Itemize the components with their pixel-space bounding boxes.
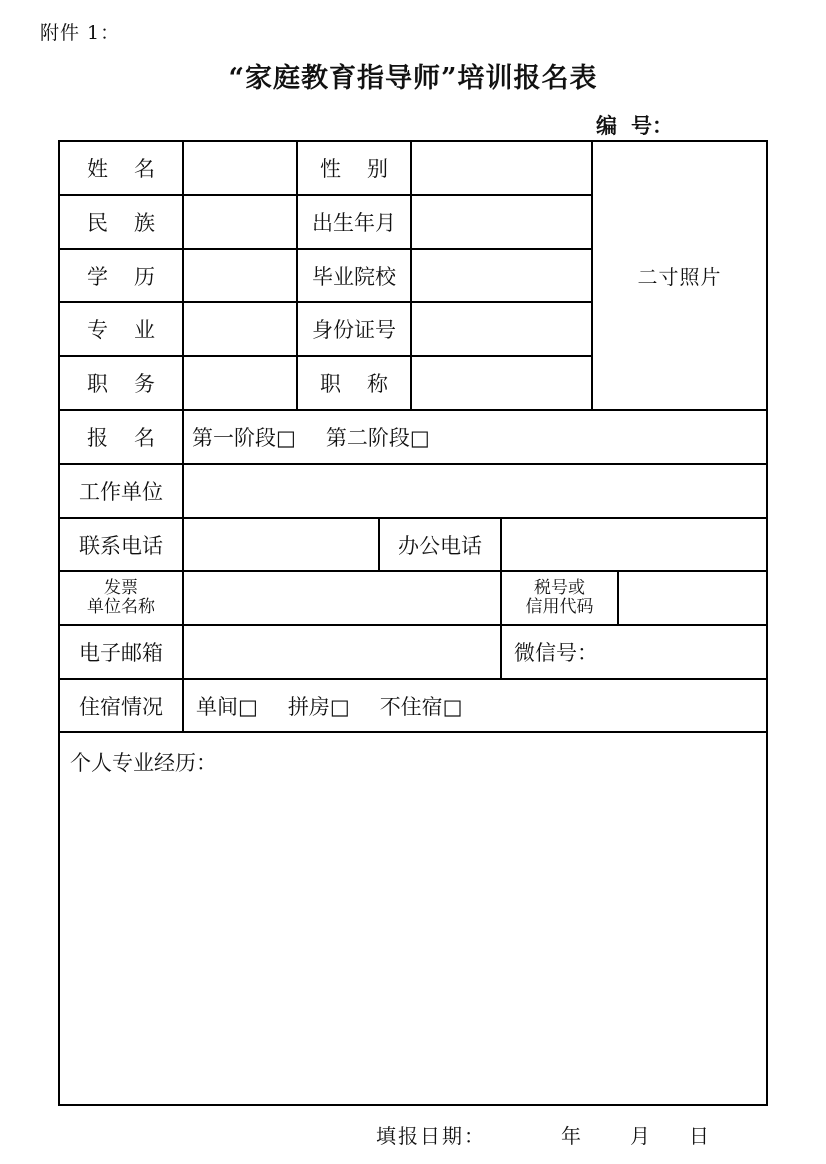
- birth-date-label: 出生年月: [312, 211, 396, 235]
- col-line: [410, 142, 412, 410]
- enroll-label: 报 名: [87, 426, 155, 450]
- photo-placeholder: 二寸照片: [637, 265, 722, 289]
- enroll-options: [184, 411, 766, 463]
- year-label: 年: [561, 1124, 583, 1148]
- lodging-none-checkbox[interactable]: 不住宿□: [379, 694, 463, 719]
- lodging-label: 住宿情况: [79, 694, 163, 719]
- tax-code-label: 税号或 信用代码: [525, 578, 594, 617]
- experience-label: 个人专业经历：: [70, 751, 217, 775]
- major-label: 专 业: [87, 318, 155, 342]
- fill-date-label: 填报日期：: [376, 1124, 486, 1148]
- attachment-label: 附件 1：: [40, 22, 121, 44]
- serial-label-a: 编: [596, 113, 617, 138]
- registration-form: [58, 140, 768, 1106]
- lodging-shared-checkbox[interactable]: 拼房□: [287, 694, 350, 719]
- ethnicity-label: 民 族: [87, 211, 155, 235]
- title-rank-label: 职 称: [320, 372, 388, 396]
- education-label: 学 历: [87, 264, 155, 289]
- lodging-single-checkbox[interactable]: 单间□: [196, 694, 258, 719]
- page-title: “家庭教育指导师”培训报名表: [228, 63, 598, 94]
- gender-label: 性 别: [320, 157, 388, 181]
- phone-label: 联系电话: [79, 533, 163, 558]
- experience-area[interactable]: [60, 733, 766, 1104]
- school-label: 毕业院校: [312, 264, 396, 289]
- wechat-label: 微信号：: [514, 641, 598, 665]
- email-label: 电子邮箱: [79, 641, 163, 665]
- stage1-checkbox[interactable]: 第一阶段□: [192, 426, 296, 450]
- office-phone-label: 办公电话: [398, 533, 482, 558]
- stage2-checkbox[interactable]: 第二阶段□: [325, 426, 430, 450]
- day-label: 日: [689, 1124, 711, 1148]
- work-unit-label: 工作单位: [79, 480, 163, 504]
- month-label: 月: [630, 1124, 652, 1148]
- id-number-label: 身份证号: [312, 318, 396, 342]
- position-label: 职 务: [87, 372, 155, 396]
- col-line: [617, 570, 619, 625]
- lodging-options: [184, 680, 766, 731]
- name-label: 姓 名: [87, 157, 155, 181]
- serial-label-b: 号：: [631, 113, 673, 138]
- serial-number-label: [596, 110, 673, 140]
- invoice-name-label: 发票 单位名称: [87, 578, 155, 617]
